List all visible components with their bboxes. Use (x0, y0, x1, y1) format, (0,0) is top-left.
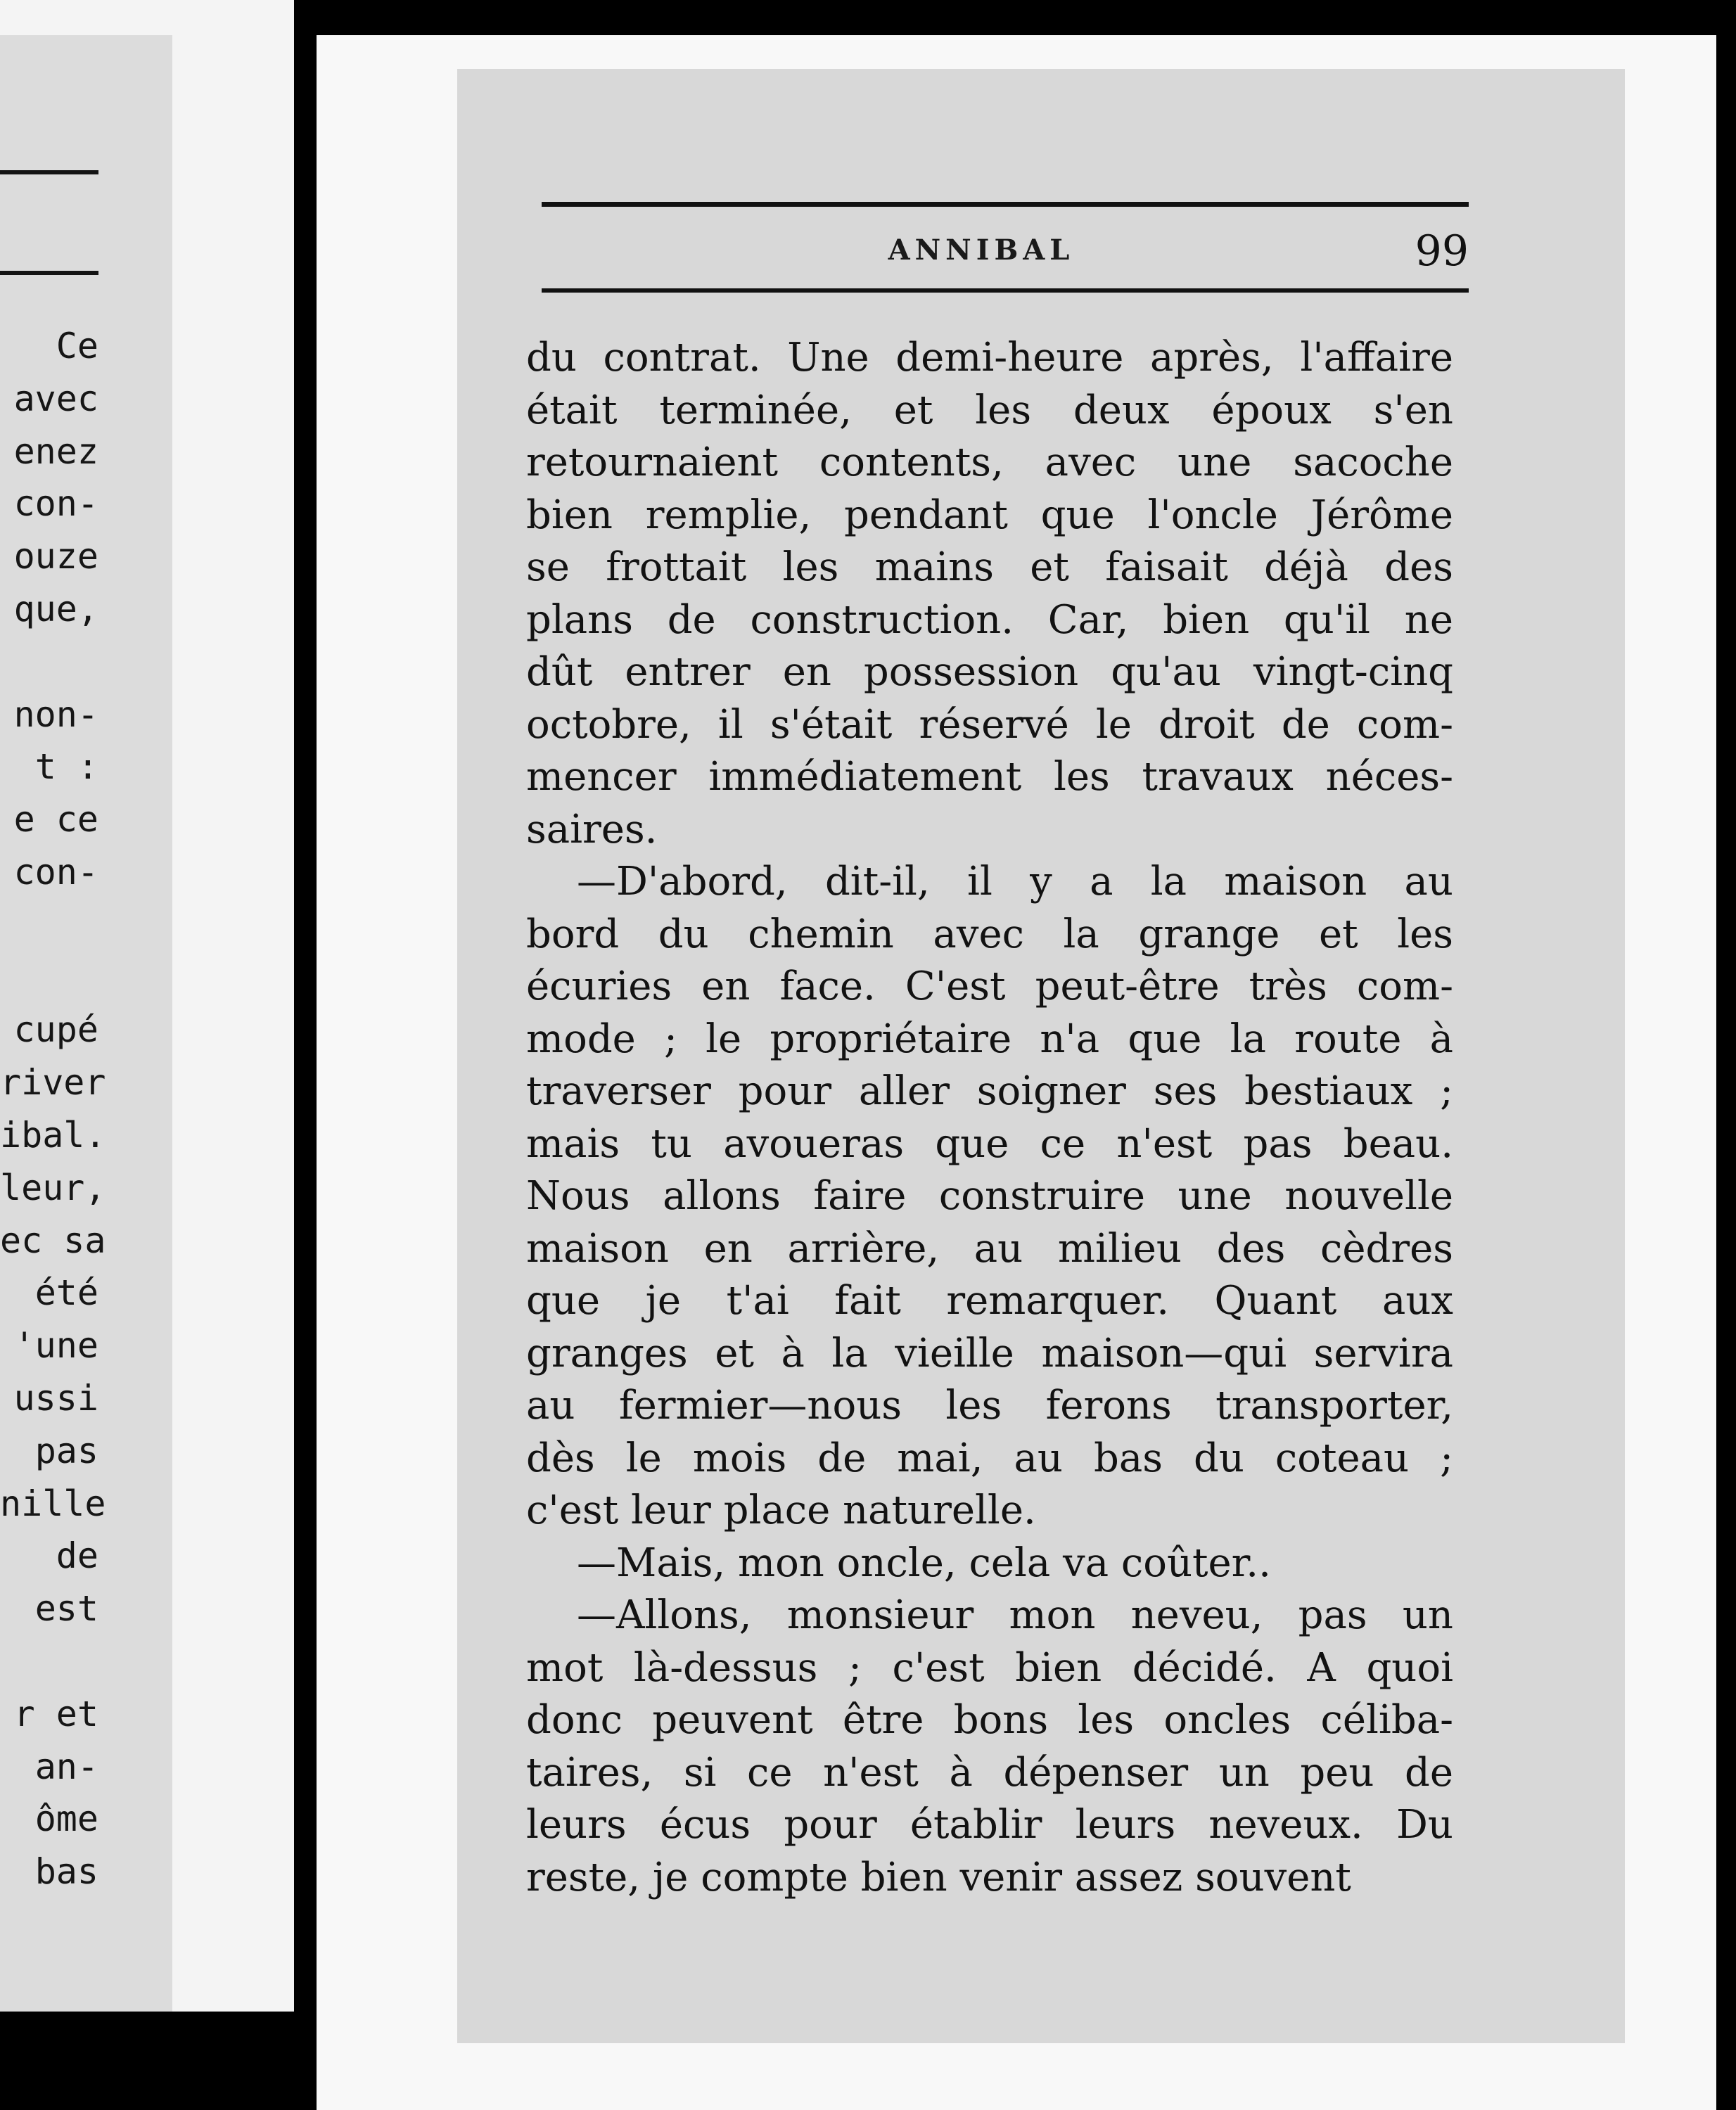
left-page-header-rule (0, 271, 98, 275)
left-page-line: ibal. (0, 1114, 106, 1156)
text-line: était terminée, et les deux époux s'en (526, 387, 1453, 433)
header-top-rule (542, 202, 1469, 207)
left-page-line: Ce (56, 326, 98, 366)
text-line: taires, si ce n'est à dépenser un peu de (526, 1749, 1453, 1796)
left-page-fragment (0, 0, 294, 2012)
left-page-line: avec (13, 378, 98, 419)
left-page-line: enez (13, 430, 98, 472)
left-page-line: leur, (0, 1167, 106, 1208)
text-line: traverser pour aller soigner ses bestiaux ; (526, 1068, 1453, 1114)
text-line: se frottait les mains et faisait déjà des (526, 544, 1453, 590)
text-line: —Mais, mon oncle, cela va coûter.. (577, 1540, 1271, 1586)
text-line: —Allons, monsieur mon neveu, pas un (577, 1592, 1453, 1638)
text-line: —D'abord, dit-il, il y a la maison au (577, 859, 1453, 904)
text-line: que je t'ai fait remarquer. Quant aux (526, 1278, 1453, 1324)
text-line: dût entrer en possession qu'au vingt-cinq (526, 649, 1453, 695)
text-line: du contrat. Une demi-heure après, l'affaire (526, 335, 1453, 381)
text-line: octobre, il s'était réservé le droit de com- (526, 701, 1453, 748)
text-line: retournaient contents, avec une sacoche (526, 440, 1453, 485)
text-line: donc peuvent être bons les oncles céliba- (526, 1697, 1453, 1743)
left-page-line: de (56, 1535, 98, 1577)
text-line: leurs écus pour établir leurs neveux. Du (526, 1802, 1453, 1848)
left-page-line: con- (13, 483, 98, 525)
text-line: saires. (526, 806, 658, 852)
text-line: bord du chemin avec la grange et les (526, 911, 1453, 957)
left-page-line: an- (34, 1746, 98, 1787)
left-page-line: ussi (13, 1377, 98, 1419)
left-page-line: est (34, 1588, 98, 1630)
running-title: ANNIBAL (888, 234, 1075, 267)
text-line: plans de construction. Car, bien qu'il ne (526, 596, 1453, 643)
text-line: au fermier—nous les ferons transporter, (526, 1383, 1453, 1428)
text-line: mot là-dessus ; c'est bien décidé. A quoi (526, 1644, 1453, 1691)
text-line: granges et à la vieille maison—qui servira (526, 1330, 1453, 1376)
left-page-line: pas (34, 1430, 98, 1471)
left-page-line: ouze (13, 536, 98, 577)
left-page-line: t : (34, 746, 98, 788)
text-line: bien remplie, pendant que l'oncle Jérôme (526, 492, 1453, 538)
left-page-top-rule (0, 170, 98, 174)
page-number: 99 (1415, 226, 1469, 276)
left-page-line: non- (13, 693, 98, 735)
left-page-line: bas (34, 1851, 98, 1893)
left-page-line: ôme (34, 1798, 98, 1840)
left-page-line: e ce (13, 799, 98, 840)
text-line: maison en arrière, au milieu des cèdres (526, 1225, 1453, 1272)
header-bottom-rule (542, 288, 1469, 293)
left-page-line: r et (13, 1693, 98, 1734)
left-page-line: cupé (13, 1009, 98, 1051)
text-line: Nous allons faire construire une nouvelle (526, 1173, 1453, 1219)
page-body-text (526, 332, 1453, 1904)
text-line: mode ; le propriétaire n'a que la route à (526, 1016, 1453, 1062)
left-page-line: que, (13, 588, 98, 629)
text-line: écuries en face. C'est peut-être très com- (526, 964, 1453, 1009)
text-line: mais tu avoueras que ce n'est pas beau. (526, 1120, 1453, 1167)
text-line: dès le mois de mai, au bas du coteau ; (526, 1435, 1453, 1481)
left-page-text (0, 320, 106, 1898)
text-line: c'est leur place naturelle. (526, 1488, 1036, 1533)
left-page-line: river (0, 1062, 106, 1104)
left-page-line: nille (0, 1483, 106, 1524)
left-page-line: été (34, 1272, 98, 1314)
left-page-line: con- (13, 851, 98, 893)
text-line: reste, je compte bien venir assez souvent (526, 1854, 1351, 1900)
text-line: mencer immédiatement les travaux néces- (526, 754, 1453, 800)
left-page-line: ec sa (0, 1220, 106, 1261)
left-page-line: 'une (13, 1325, 98, 1367)
